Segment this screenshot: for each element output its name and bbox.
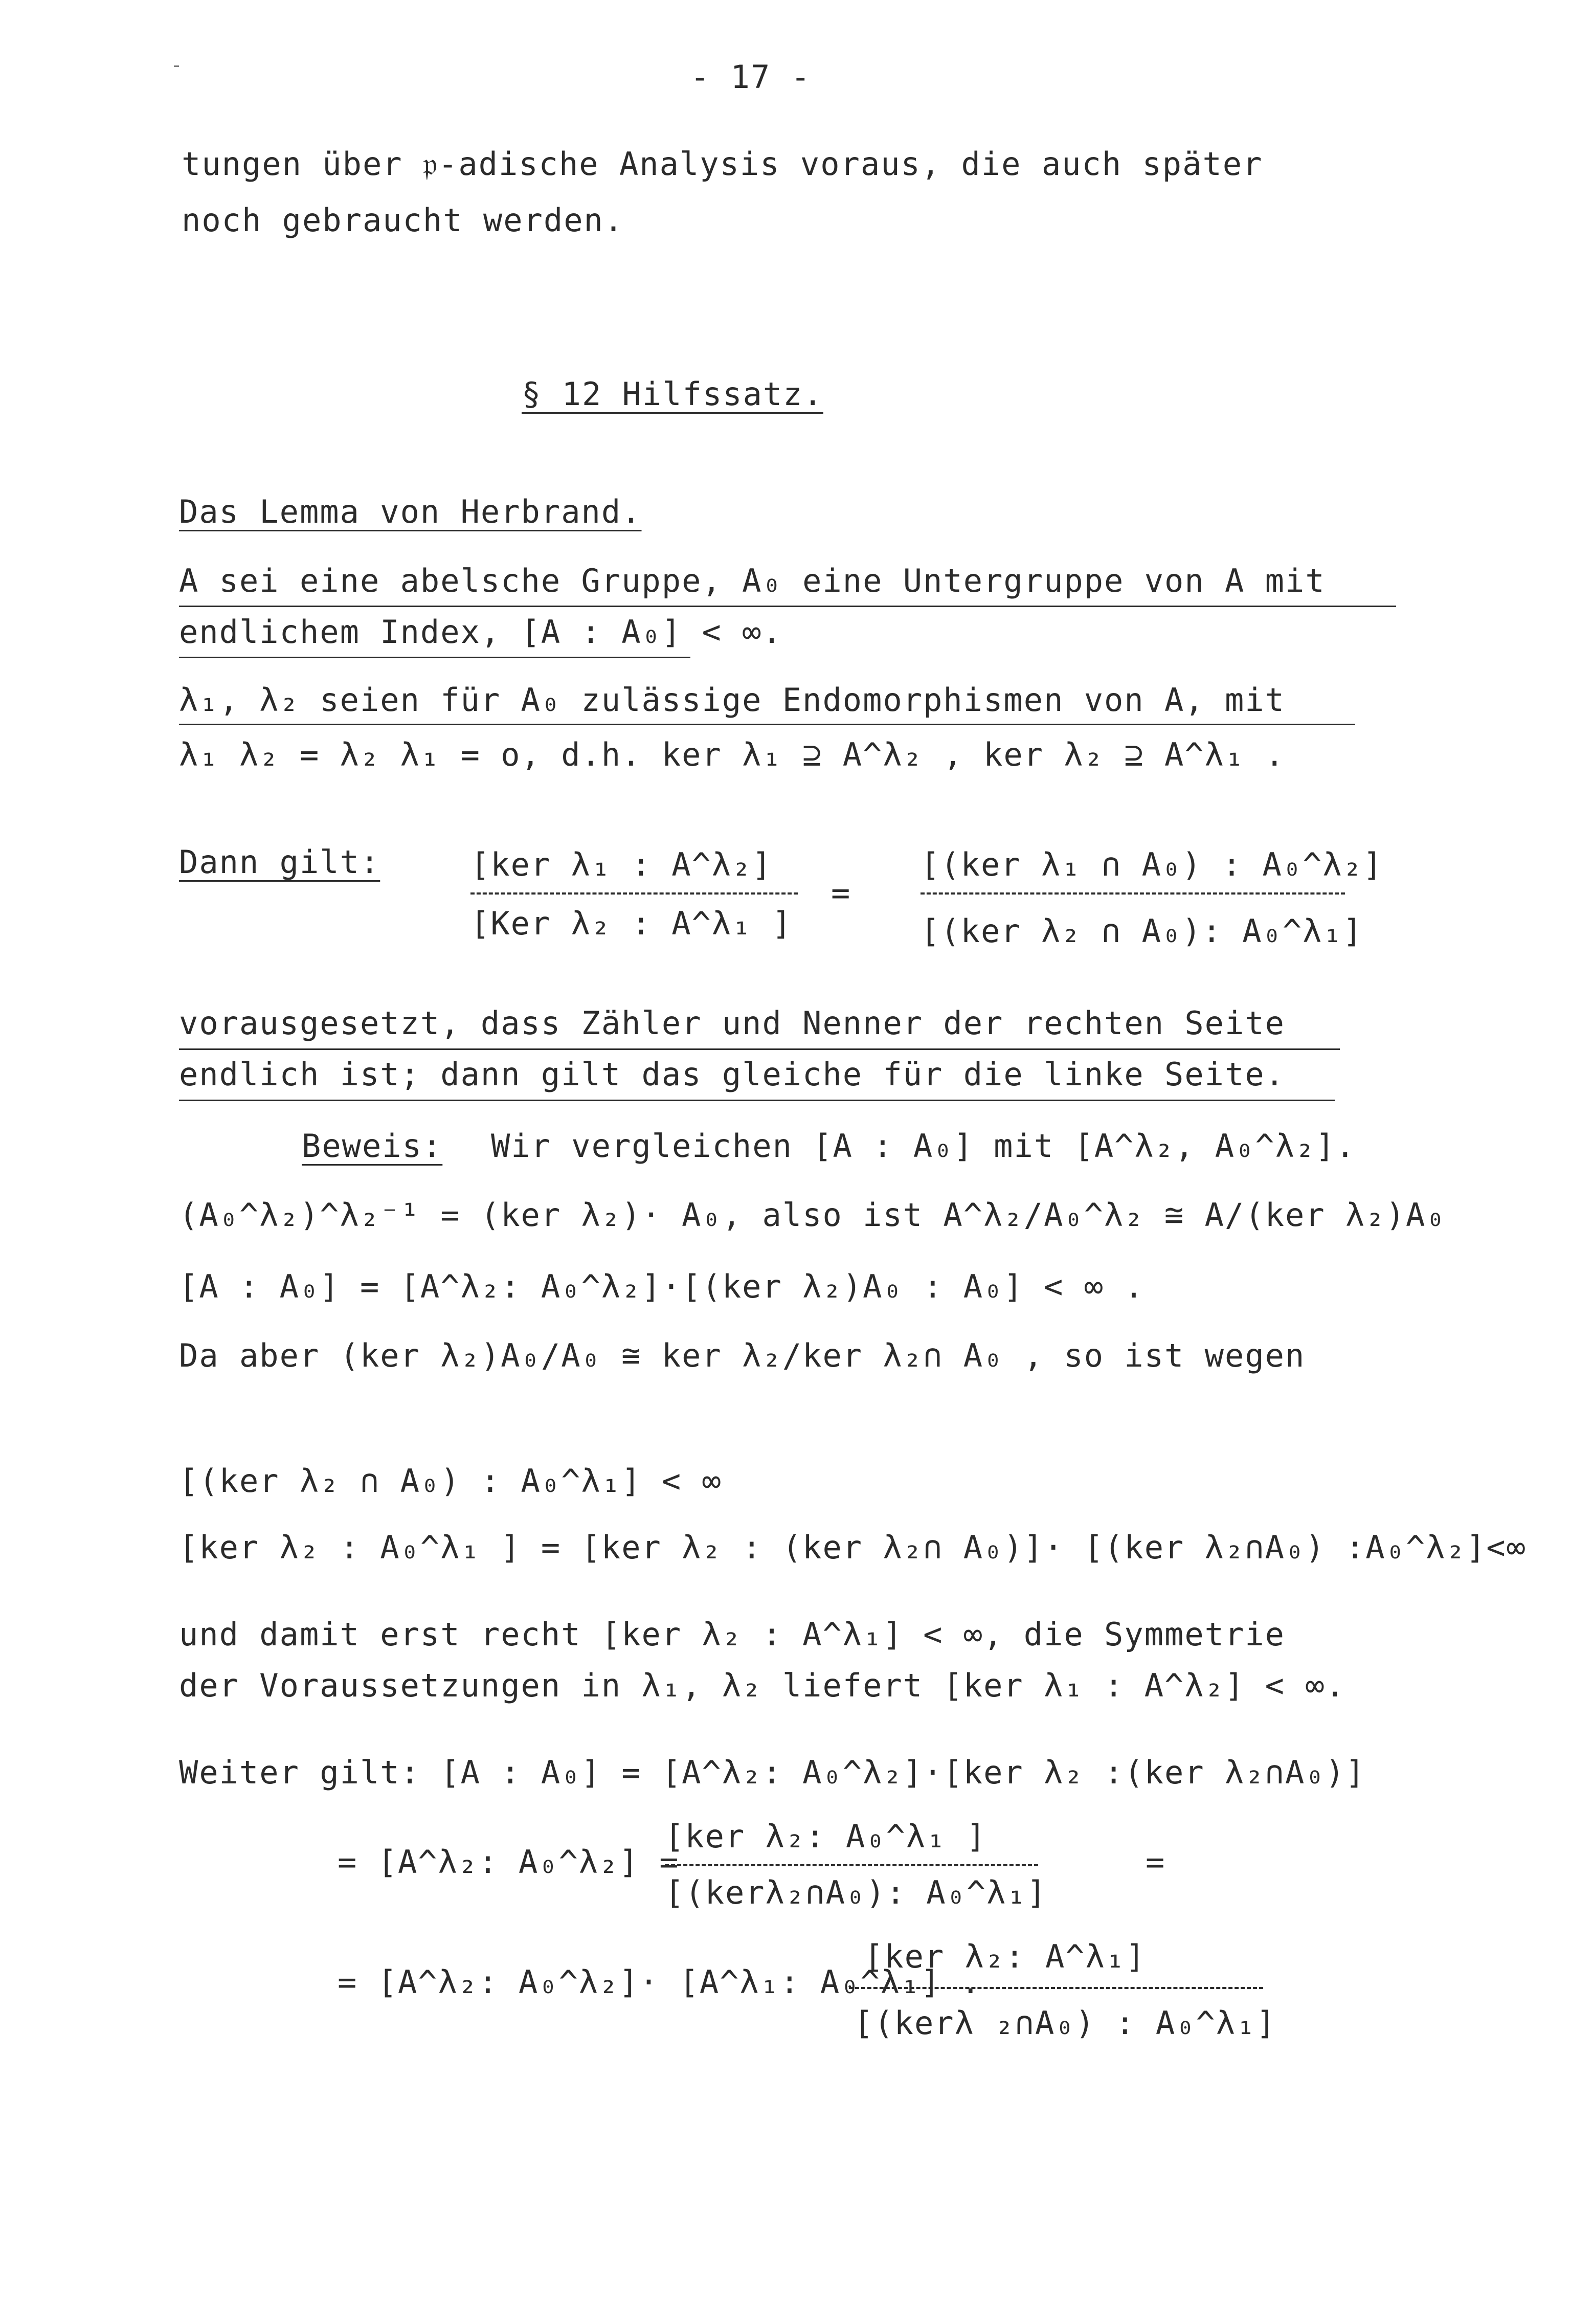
condition-underline-1 [179, 1048, 1340, 1050]
proof-line-11-denominator: [(kerλ ₂∩A₀) : A₀^λ₁] [854, 2004, 1276, 2042]
proof-line-9: Weiter gilt: [A : A₀] = [A^λ₂: A₀^λ₂]·[ker λ₂ :(ker λ₂∩A₀)] [179, 1754, 1366, 1791]
condition-underline-2 [179, 1100, 1335, 1101]
statement-line-1: A sei eine abelsche Gruppe, A₀ eine Untergruppe von A mit [179, 562, 1326, 599]
page-number: - 17 - [690, 58, 811, 96]
proof-line-10-right: = [1146, 1843, 1166, 1881]
proof-line-10-denominator: [(kerλ₂∩A₀): A₀^λ₁] [665, 1874, 1047, 1911]
proof-line-10-left: = [A^λ₂: A₀^λ₂] = [338, 1843, 680, 1881]
proof-line-1: Wir vergleichen [A : A₀] mit [A^λ₂, A₀^λ₂]. [491, 1127, 1356, 1165]
condition-line-2: endlich ist; dann gilt das gleiche für die linke Seite. [179, 1056, 1285, 1093]
statement-line-4: λ₁ λ₂ = λ₂ λ₁ = o, d.h. ker λ₁ ⊇ A^λ₂ , ker λ₂ ⊇ A^λ₁ . [179, 736, 1285, 773]
proof-line-8: der Voraussetzungen in λ₁, λ₂ liefert [ker λ₁ : A^λ₂] < ∞. [179, 1667, 1345, 1704]
proof-line-3: [A : A₀] = [A^λ₂: A₀^λ₂]·[(ker λ₂)A₀ : A₀] < ∞ . [179, 1268, 1144, 1305]
intro-line-2: noch gebraucht werden. [182, 202, 624, 239]
claim-label: Dann gilt: [179, 843, 380, 881]
intro-line-1: tungen über 𝔭-adische Analysis voraus, die auch später [182, 145, 1263, 183]
statement-line-2: endlichem Index, [A : A₀] < ∞. [179, 613, 782, 651]
claim-left-denominator: [Ker λ₂ : A^λ₁ ] [470, 905, 793, 942]
proof-line-10-numerator: [ker λ₂: A₀^λ₁ ] [665, 1818, 987, 1855]
proof-line-2: (A₀^λ₂)^λ₂⁻¹ = (ker λ₂)· A₀, also ist A^λ₂/A₀^λ₂ ≅ A/(ker λ₂)A₀ [179, 1196, 1446, 1234]
claim-right-numerator: [(ker λ₁ ∩ A₀) : A₀^λ₂] [921, 846, 1383, 883]
proof-line-6: [ker λ₂ : A₀^λ₁ ] = [ker λ₂ : (ker λ₂∩ A₀)]· [(ker λ₂∩A₀) :A₀^λ₂]<∞ [179, 1529, 1527, 1566]
proof-line-11-left: = [A^λ₂: A₀^λ₂]· [A^λ₁: A₀^λ₁] . [338, 1963, 981, 2001]
proof-line-10-fraction-bar [665, 1864, 1038, 1866]
claim-left-fraction-bar [470, 892, 798, 895]
claim-right-denominator: [(ker λ₂ ∩ A₀): A₀^λ₁] [921, 912, 1363, 950]
proof-line-11-numerator: [ker λ₂: A^λ₁] [864, 1938, 1146, 1975]
proof-line-4: Da aber (ker λ₂)A₀/A₀ ≅ ker λ₂/ker λ₂∩ A₀ , so ist wegen [179, 1337, 1306, 1374]
statement-line-3: λ₁, λ₂ seien für A₀ zulässige Endomorphismen von A, mit [179, 681, 1285, 719]
statement-underline-1 [179, 606, 1396, 607]
claim-equals: = [831, 874, 851, 911]
claim-right-fraction-bar [921, 892, 1345, 895]
scan-speck [174, 65, 179, 67]
proof-line-7: und damit erst recht [ker λ₂ : A^λ₁] < ∞, die Symmetrie [179, 1616, 1285, 1653]
condition-line-1: vorausgesetzt, dass Zähler und Nenner der rechten Seite [179, 1004, 1285, 1042]
proof-line-11-fraction-bar [849, 1987, 1263, 1989]
claim-left-numerator: [ker λ₁ : A^λ₂] [470, 846, 772, 883]
section-heading: § 12 Hilfssatz. [522, 375, 823, 413]
statement-underline-2 [179, 657, 690, 658]
proof-label: Beweis: [302, 1127, 443, 1165]
lemma-title: Das Lemma von Herbrand. [179, 493, 642, 530]
proof-line-5: [(ker λ₂ ∩ A₀) : A₀^λ₁] < ∞ [179, 1462, 722, 1500]
statement-underline-3 [179, 724, 1355, 725]
